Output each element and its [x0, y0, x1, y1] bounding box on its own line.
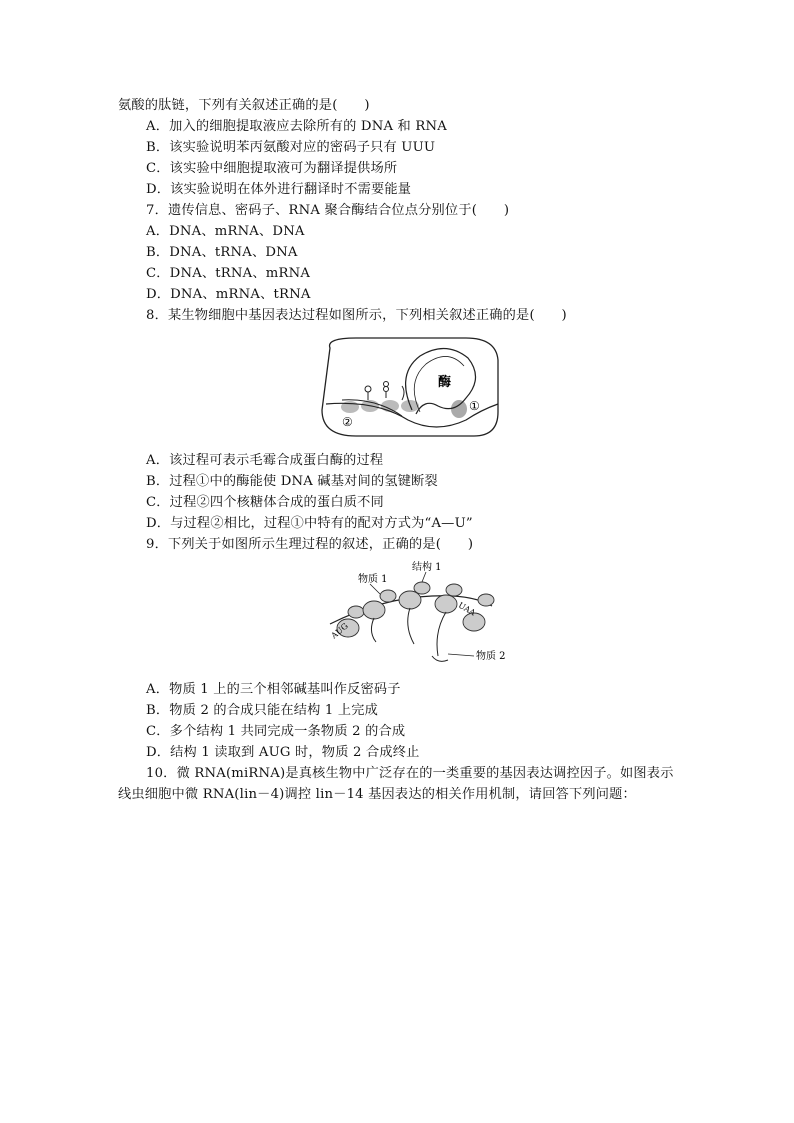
q6-option-d[interactable]: D．该实验说明在体外进行翻译时不需要能量	[146, 182, 412, 197]
process-1-label: ①	[469, 399, 480, 413]
q8-option-c[interactable]: C．过程②四个核糖体合成的蛋白质不同	[146, 495, 384, 510]
substance-2-label: 物质 2	[476, 651, 506, 662]
q9-figure	[322, 560, 506, 670]
q6-option-c[interactable]: C．该实验中细胞提取液可为翻译提供场所	[146, 161, 398, 176]
q10-stem-line-1: 10．微 RNA(miRNA)是真核生物中广泛存在的一类重要的基因表达调控因子。如图表示	[146, 766, 674, 781]
start-codon-label: AUG	[329, 621, 350, 641]
q10-stem-line-2: 线虫细胞中微 RNA(lin－4)调控 lin－14 基因表达的相关作用机制，请回答下列问题：	[118, 787, 636, 802]
stop-codon-label: UAA	[456, 600, 477, 618]
q9-option-a[interactable]: A．物质 1 上的三个相邻碱基叫作反密码子	[146, 682, 401, 697]
q9-option-c[interactable]: C．多个结构 1 共同完成一条物质 2 的合成	[146, 724, 406, 739]
enzyme-label: 酶	[438, 375, 452, 390]
structure-1-label: 结构 1	[412, 562, 442, 573]
q8-stem: 8．某生物细胞中基因表达过程如图所示，下列相关叙述正确的是( )	[146, 308, 567, 323]
q7-option-a[interactable]: A．DNA、mRNA、DNA	[146, 224, 305, 239]
process-2-label: ②	[342, 415, 353, 429]
q8-figure	[316, 334, 502, 440]
q9-option-b[interactable]: B．物质 2 的合成只能在结构 1 上完成	[146, 703, 379, 718]
q6-option-a[interactable]: A．加入的细胞提取液应去除所有的 DNA 和 RNA	[146, 119, 447, 134]
q9-option-d[interactable]: D．结构 1 读取到 AUG 时，物质 2 合成终止	[146, 745, 420, 760]
q8-option-b[interactable]: B．过程①中的酶能使 DNA 碱基对间的氢键断裂	[146, 474, 438, 489]
q7-stem: 7．遗传信息、密码子、RNA 聚合酶结合位点分别位于( )	[146, 203, 510, 218]
q7-option-d[interactable]: D．DNA、mRNA、tRNA	[146, 287, 311, 302]
q8-option-d[interactable]: D．与过程②相比，过程①中特有的配对方式为“A—U”	[146, 516, 473, 531]
q6-stem-tail: 氨酸的肽链，下列有关叙述正确的是( )	[118, 98, 370, 113]
q9-stem: 9．下列关于如图所示生理过程的叙述，正确的是( )	[146, 537, 474, 552]
q7-option-b[interactable]: B．DNA、tRNA、DNA	[146, 245, 298, 260]
q8-option-a[interactable]: A．该过程可表示毛霉合成蛋白酶的过程	[146, 453, 384, 468]
q7-option-c[interactable]: C．DNA、tRNA、mRNA	[146, 266, 311, 281]
substance-1-label: 物质 1	[358, 574, 388, 585]
q6-option-b[interactable]: B．该实验说明苯丙氨酸对应的密码子只有 UUU	[146, 140, 436, 155]
